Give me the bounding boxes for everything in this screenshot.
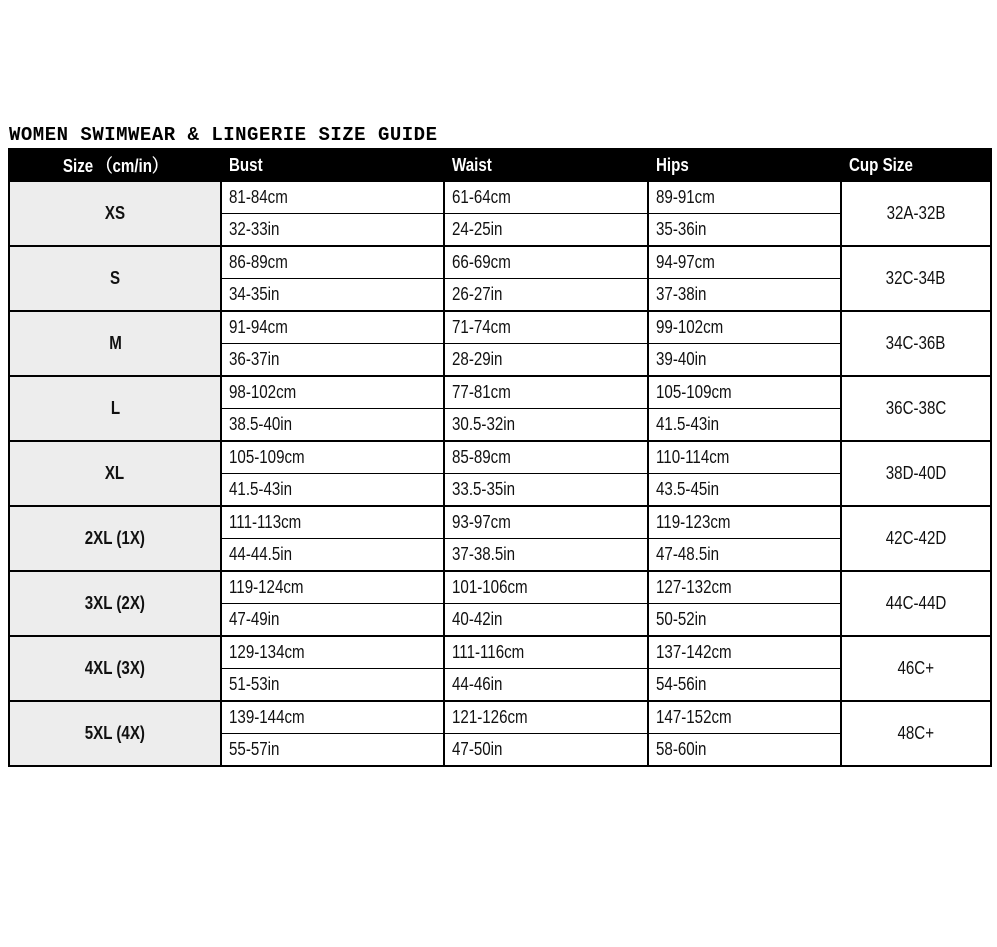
bust-cm-cell-text: 111-113cm [229, 512, 302, 532]
bust-cm-cell-text: 81-84cm [229, 187, 288, 207]
bust-cm-cell [221, 311, 444, 344]
cup-size-cell-text: 34C-36B [886, 333, 946, 353]
waist-in-cell [444, 604, 648, 637]
waist-in-cell-text: 24-25in [452, 219, 503, 239]
table-row-cm [9, 311, 991, 344]
bust-cm-cell-text: 119-124cm [229, 577, 304, 597]
bust-in-cell [221, 409, 444, 442]
bust-cm-cell-text: 105-109cm [229, 447, 305, 467]
size-label [9, 636, 221, 701]
hips-cm-cell [648, 506, 841, 539]
cup-size-cell-text: 42C-42D [885, 528, 947, 548]
header-waist: Waist [444, 149, 648, 181]
waist-cm-cell-text: 71-74cm [452, 317, 511, 337]
cup-size-cell-text: 46C+ [897, 658, 935, 678]
size-guide-table [8, 148, 992, 767]
hips-in-cell [648, 279, 841, 312]
header-hips: Hips [648, 149, 841, 181]
waist-in-cell-text: 30.5-32in [452, 414, 516, 434]
waist-in-cell [444, 734, 648, 767]
waist-in-cell [444, 214, 648, 247]
cup-size-cell [841, 571, 991, 636]
bust-in-cell [221, 734, 444, 767]
cup-size-cell-text: 44C-44D [885, 593, 947, 613]
hips-in-cell-text: 35-36in [656, 219, 707, 239]
size-label-text: 3XL (2X) [84, 593, 146, 613]
hips-cm-cell-text: 99-102cm [656, 317, 724, 337]
hips-in-cell [648, 214, 841, 247]
waist-in-cell [444, 474, 648, 507]
waist-in-cell-text: 33.5-35in [452, 479, 516, 499]
cup-size-cell [841, 246, 991, 311]
waist-cm-cell-text: 85-89cm [452, 447, 511, 467]
table-row-cm [9, 636, 991, 669]
table-row-cm [9, 181, 991, 214]
size-label [9, 246, 221, 311]
waist-cm-cell-text: 61-64cm [452, 187, 511, 207]
waist-cm-cell-text: 101-106cm [452, 577, 528, 597]
hips-in-cell-text: 37-38in [656, 284, 707, 304]
waist-cm-cell [444, 506, 648, 539]
bust-in-cell-text: 34-35in [229, 284, 280, 304]
size-label [9, 571, 221, 636]
table-row-cm [9, 506, 991, 539]
size-label [9, 311, 221, 376]
hips-in-cell [648, 734, 841, 767]
hips-cm-cell-text: 89-91cm [656, 187, 715, 207]
bust-cm-cell [221, 376, 444, 409]
bust-in-cell-text: 55-57in [229, 739, 280, 759]
hips-cm-cell-text: 147-152cm [656, 707, 732, 727]
cup-size-cell-text: 36C-38C [885, 398, 947, 418]
hips-in-cell [648, 539, 841, 572]
hips-cm-cell-text: 110-114cm [656, 447, 730, 467]
waist-cm-cell-text: 121-126cm [452, 707, 528, 727]
hips-in-cell-text: 47-48.5in [656, 544, 720, 564]
size-label-text: S [109, 268, 121, 288]
bust-cm-cell-text: 91-94cm [229, 317, 288, 337]
bust-in-cell [221, 344, 444, 377]
waist-in-cell-text: 37-38.5in [452, 544, 516, 564]
bust-cm-cell [221, 181, 444, 214]
waist-in-cell-text: 26-27in [452, 284, 503, 304]
size-label-text: XL [105, 463, 125, 483]
table-row-cm [9, 376, 991, 409]
cup-size-cell-text: 32C-34B [886, 268, 946, 288]
hips-cm-cell [648, 701, 841, 734]
table-row-cm [9, 246, 991, 279]
size-label [9, 376, 221, 441]
bust-in-cell [221, 474, 444, 507]
bust-in-cell-text: 47-49in [229, 609, 280, 629]
header-row [9, 149, 991, 181]
size-label-text: L [110, 398, 120, 418]
header-size: Size （cm/in） [9, 149, 221, 181]
size-label [9, 441, 221, 506]
hips-in-cell-text: 50-52in [656, 609, 707, 629]
hips-in-cell-text: 41.5-43in [656, 414, 720, 434]
hips-in-cell-text: 39-40in [656, 349, 707, 369]
bust-in-cell [221, 214, 444, 247]
size-label-text: XS [104, 203, 126, 223]
size-label [9, 181, 221, 246]
bust-in-cell-text: 38.5-40in [229, 414, 293, 434]
bust-in-cell [221, 669, 444, 702]
page-title: WOMEN SWIMWEAR & LINGERIE SIZE GUIDE [9, 124, 438, 146]
waist-in-cell [444, 409, 648, 442]
bust-in-cell-text: 41.5-43in [229, 479, 293, 499]
cup-size-cell-text: 32A-32B [886, 203, 946, 223]
bust-cm-cell [221, 636, 444, 669]
size-guide-table-body [9, 181, 991, 766]
bust-cm-cell-text: 86-89cm [229, 252, 288, 272]
bust-in-cell-text: 44-44.5in [229, 544, 293, 564]
cup-size-cell [841, 701, 991, 766]
bust-cm-cell [221, 441, 444, 474]
waist-cm-cell [444, 181, 648, 214]
header-bust: Bust [221, 149, 444, 181]
cup-size-cell [841, 181, 991, 246]
bust-in-cell-text: 51-53in [229, 674, 280, 694]
size-label [9, 701, 221, 766]
bust-cm-cell [221, 571, 444, 604]
table-row-cm [9, 701, 991, 734]
hips-in-cell-text: 58-60in [656, 739, 707, 759]
waist-cm-cell [444, 376, 648, 409]
size-label [9, 506, 221, 571]
hips-cm-cell-text: 137-142cm [656, 642, 732, 662]
table-row-cm [9, 441, 991, 474]
hips-cm-cell-text: 119-123cm [656, 512, 731, 532]
waist-cm-cell [444, 571, 648, 604]
bust-cm-cell-text: 139-144cm [229, 707, 305, 727]
hips-cm-cell [648, 181, 841, 214]
bust-cm-cell [221, 701, 444, 734]
bust-cm-cell-text: 98-102cm [229, 382, 297, 402]
hips-cm-cell-text: 127-132cm [656, 577, 732, 597]
bust-cm-cell [221, 246, 444, 279]
hips-cm-cell [648, 636, 841, 669]
bust-in-cell-text: 36-37in [229, 349, 280, 369]
waist-in-cell [444, 344, 648, 377]
hips-in-cell [648, 409, 841, 442]
waist-in-cell [444, 539, 648, 572]
waist-in-cell-text: 44-46in [452, 674, 503, 694]
hips-cm-cell-text: 94-97cm [656, 252, 715, 272]
waist-in-cell-text: 40-42in [452, 609, 503, 629]
waist-cm-cell [444, 311, 648, 344]
waist-cm-cell-text: 111-116cm [452, 642, 525, 662]
size-label-text: 2XL (1X) [84, 528, 146, 548]
waist-cm-cell-text: 93-97cm [452, 512, 511, 532]
size-label-text: M [108, 333, 122, 353]
waist-cm-cell-text: 77-81cm [452, 382, 511, 402]
cup-size-cell [841, 636, 991, 701]
hips-in-cell [648, 669, 841, 702]
header-cup-size: Cup Size [841, 149, 991, 181]
hips-in-cell [648, 604, 841, 637]
hips-cm-cell-text: 105-109cm [656, 382, 732, 402]
hips-cm-cell [648, 376, 841, 409]
waist-cm-cell [444, 636, 648, 669]
table-header [9, 149, 991, 181]
bust-in-cell [221, 539, 444, 572]
cup-size-cell [841, 441, 991, 506]
bust-in-cell [221, 279, 444, 312]
hips-in-cell-text: 43.5-45in [656, 479, 720, 499]
waist-in-cell [444, 279, 648, 312]
waist-in-cell-text: 47-50in [452, 739, 503, 759]
hips-in-cell [648, 344, 841, 377]
table-row-cm [9, 571, 991, 604]
hips-cm-cell [648, 311, 841, 344]
size-label-text: 5XL (4X) [84, 723, 146, 743]
cup-size-cell [841, 506, 991, 571]
waist-cm-cell-text: 66-69cm [452, 252, 511, 272]
cup-size-cell-text: 38D-40D [885, 463, 947, 483]
waist-in-cell-text: 28-29in [452, 349, 503, 369]
hips-cm-cell [648, 571, 841, 604]
cup-size-cell [841, 311, 991, 376]
size-label-text: 4XL (3X) [84, 658, 146, 678]
bust-in-cell-text: 32-33in [229, 219, 280, 239]
bust-in-cell [221, 604, 444, 637]
bust-cm-cell [221, 506, 444, 539]
hips-in-cell-text: 54-56in [656, 674, 707, 694]
hips-cm-cell [648, 441, 841, 474]
cup-size-cell-text: 48C+ [897, 723, 935, 743]
waist-cm-cell [444, 246, 648, 279]
waist-cm-cell [444, 441, 648, 474]
cup-size-cell [841, 376, 991, 441]
bust-cm-cell-text: 129-134cm [229, 642, 305, 662]
waist-in-cell [444, 669, 648, 702]
hips-in-cell [648, 474, 841, 507]
hips-cm-cell [648, 246, 841, 279]
waist-cm-cell [444, 701, 648, 734]
